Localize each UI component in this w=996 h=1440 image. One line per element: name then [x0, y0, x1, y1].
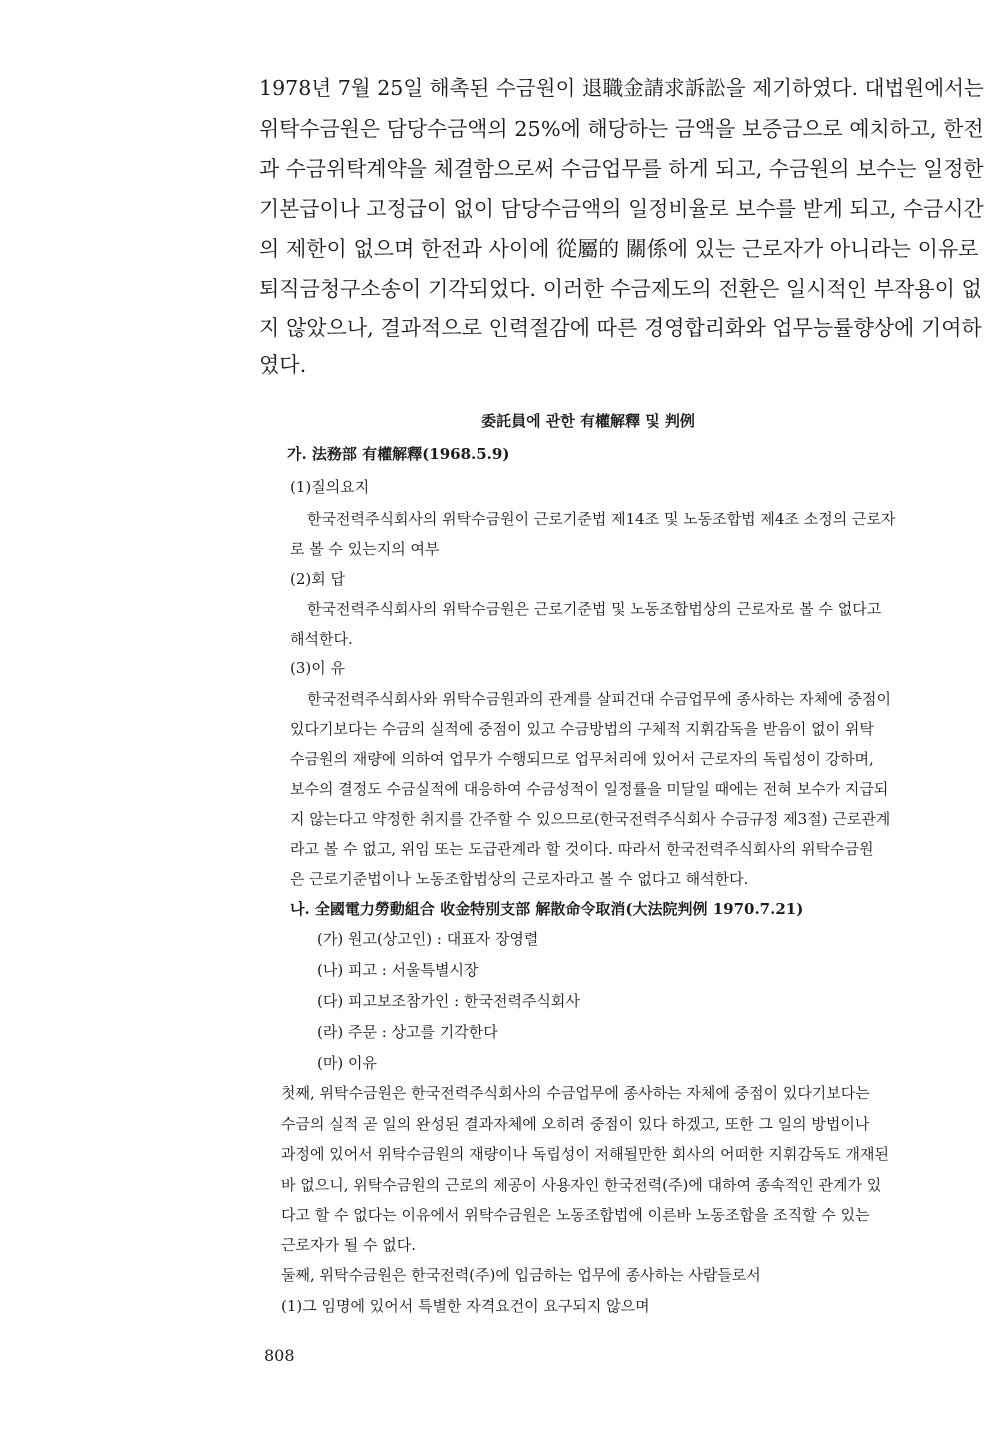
subsection-heading-b: 나. 全國電力勞動組合 收金特別支部 解散命令取消(大法院判例 1970.7.21) [290, 900, 804, 918]
case-item: (나) 피고 : 서울특별시장 [317, 961, 479, 979]
intro-line: 지 않았으나, 결과적으로 인력절감에 따른 경영합리화와 업무능률향상에 기여하 [259, 316, 982, 340]
body-line: 다고 할 수 없다는 이유에서 위탁수금원은 노동조합법에 이른바 노동조합을 조직할 수 있는 [281, 1206, 870, 1224]
body-line: 한국전력주식회사와 위탁수금원과의 관계를 살피건대 수금업무에 종사하는 자체에 중점이 [307, 690, 892, 708]
intro-line: 의 제한이 없으며 한전과 사이에 從屬的 關係에 있는 근로자가 아니라는 이유로 [259, 237, 979, 261]
case-item: (마) 이유 [317, 1054, 377, 1072]
body-line: 과정에 있어서 위탁수금원의 재량이나 독립성이 저해될만한 회사의 어떠한 지휘감독도 개재된 [281, 1145, 890, 1163]
case-item: (가) 원고(상고인) : 대표자 장영렬 [317, 930, 539, 948]
case-item: (라) 주문 : 상고를 기각한다 [317, 1023, 498, 1041]
body-line: 근로자가 될 수 없다. [281, 1236, 416, 1254]
subsection-heading-a: 가. 法務部 有權解釋(1968.5.9) [287, 445, 510, 463]
body-line: 해석한다. [290, 630, 353, 648]
body-line: 있다기보다는 수금의 실적에 중점이 있고 수금방법의 구체적 지휘감독을 받음이 없이 위탁 [290, 720, 874, 738]
page-number: 808 [264, 1346, 295, 1365]
body-line: 둘째, 위탁수금원은 한국전력(주)에 입금하는 업무에 종사하는 사람들로서 [281, 1266, 761, 1284]
body-line: 수금원의 재량에 의하여 업무가 수행되므로 업무처리에 있어서 근로자의 독립성이 강하며, [290, 750, 874, 768]
body-line: 라고 볼 수 없고, 위임 또는 도급관계라 할 것이다. 따라서 한국전력주식회사의 위탁수금원 [290, 840, 874, 858]
body-line: 한국전력주식회사의 위탁수금원은 근로기준법 및 노동조합법상의 근로자로 볼 수 없다고 [307, 600, 882, 618]
intro-line: 퇴직금청구소송이 기각되었다. 이러한 수금제도의 전환은 일시적인 부작용이 없 [259, 277, 982, 301]
item-heading: (2)회 답 [290, 570, 345, 588]
intro-line: 1978년 7월 25일 해촉된 수금원이 退職金請求訴訟을 제기하였다. 대법원에서는 [259, 76, 984, 100]
body-line: (1)그 임명에 있어서 특별한 자격요건이 요구되지 않으며 [281, 1297, 650, 1315]
body-line: 바 없으니, 위탁수금원의 근로의 제공이 사용자인 한국전력(주)에 대하여 종속적인 관계가 있 [281, 1176, 882, 1194]
intro-line: 과 수금위탁계약을 체결함으로써 수금업무를 하게 되고, 수금원의 보수는 일정한 [259, 157, 984, 181]
body-line: 로 볼 수 있는지의 여부 [290, 540, 440, 558]
body-line: 보수의 결정도 수금실적에 대응하여 수금성적이 일정률을 미달일 때에는 전혀 보수가 지급되 [290, 780, 889, 798]
item-heading: (3)이 유 [290, 659, 345, 677]
body-line: 수금의 실적 곧 일의 완성된 결과자체에 오히려 중점이 있다 하겠고, 또한 그 일의 방법이나 [281, 1115, 870, 1133]
intro-line: 기본급이나 고정급이 없이 담당수금액의 일정비율로 보수를 받게 되고, 수금시간 [259, 197, 984, 221]
body-line: 지 않는다고 약정한 취지를 간주할 수 있으므로(한국전력주식회사 수금규정 제3절) 근로관계 [290, 810, 891, 828]
body-line: 첫째, 위탁수금원은 한국전력주식회사의 수금업무에 종사하는 자체에 중점이 있다기보다는 [281, 1084, 870, 1102]
body-line: 한국전력주식회사의 위탁수금원이 근로기준법 제14조 및 노동조합법 제4조 소정의 근로자 [307, 510, 896, 528]
case-item: (다) 피고보조참가인 : 한국전력주식회사 [317, 992, 580, 1010]
intro-line: 였다. [259, 353, 307, 377]
item-heading: (1)질의요지 [290, 478, 370, 496]
intro-line: 위탁수금원은 담당수금액의 25%에 해당하는 금액을 보증금으로 예치하고, 한전 [259, 117, 984, 141]
body-line: 은 근로기준법이나 노동조합법상의 근로자라고 볼 수 없다고 해석한다. [290, 870, 749, 888]
section-title: 委託員에 관한 有權解釋 및 判例 [481, 412, 695, 430]
